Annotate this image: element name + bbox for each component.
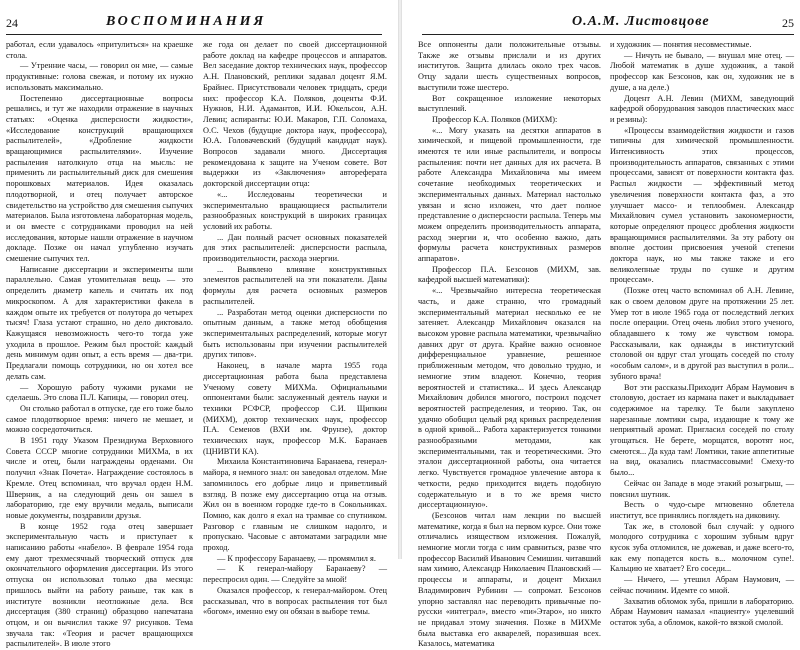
paragraph: же года он делает по своей диссертационной работе доклад на кафедре процессов и аппаратов. Вел заседание доктор технических наук, профессор А.Н. Плановский, реплики задавал доцент Я.М. Брайнес. Присутствовали человек тридцать, среди них: профессор К.А. Поляков, доценты Ф.И. Нужнов, Н.И. Адамантов, И.И. Юкельсон, А.Н. Левин; аспиранты: Ю.И. Макаров, Г.П. Соломаха, О.С. Чехов (будущие доктора наук, профессора), Ю.А. Головачевский (будущий кандидат наук). Вопросов задавали много. Диссертация рекомендована к защите на Ученом совете. Вот выдержки из «Заключения» автореферата докторской диссертации отца: xyxy=(203,40,387,189)
paragraph: Постепенно диссертационные вопросы решались, и тут же находили отражение в научных статьях: «Оценка дисперсности жидкости», «Исследование конструкций вращающихся распылителей», «Дробление жидкости вращающимися распылителями». Изучение распыления натолкнуло отца на мысль: не применить ли распылительный диск для смешения порошковых материалов. Идея оказалась плодотворной, и отец получает авторское свидетельство на устройство для смешения сыпучих материалов. Была изготовлена лабораторная модель, и он вместе с сотрудниками проводил на ней исследования, которые нашли отражение в научном докладе. Позже он начал углубленно изучать смешение сыпучих тел. xyxy=(6,93,193,264)
paragraph: «Процессы взаимодействия жидкости и газов типичны для химической промышленности. Интенсивность этих процессов, производительность аппаратов, связанных с этими процессами, зависят от поверхности контакта фаз. Распыл жидкости — эффективный метод увеличения поверхности контакта фаз, а это улучшает массо- и теплообмен. Александр Михайлович сумел установить закономерности, которые определяют процесс дробления жидкости вращающимися распылителями. За эту работу он вполне достоин присвоения ученой степени доктора наук, но мы также также и его великолепные труды по сушке и другим процессам». xyxy=(610,125,794,285)
left-page-header xyxy=(6,14,382,34)
paragraph: ... Дан полный расчет основных показателей для этих распылителей: дисперсности распыла, производительности, расхода энергии. xyxy=(203,232,387,264)
paragraph: Вот сокращенное изложение некоторых выступлений. xyxy=(418,93,601,114)
running-head-left: ВОСПОМИНАНИЯ xyxy=(106,14,267,29)
paragraph: Оказался профессор, к генерал-майором. Отец рассказывал, что в вопросах распыления тот был «богом», именно ему он обязан в выборе темы. xyxy=(203,585,387,617)
paragraph: Он столько работал в отпуске, где его тоже было самое плодотворное время: ничего не мешает, и можно сосредоточиться. xyxy=(6,403,193,435)
paragraph: — Хорошую работу чужими руками не сделаешь. Это слова П.Л. Капицы, — говорил отец. xyxy=(6,382,193,403)
page-number-right: 25 xyxy=(782,16,794,30)
right-column-2 xyxy=(610,40,794,627)
paragraph: — Утренние часы, — говорил он мне, — самые продуктивные: голова свежая, и потому их нужно использовать максимально. xyxy=(6,61,193,92)
paragraph: Наконец, в начале марта 1955 года диссертационная работа была представлена Ученому совету МИХМа. Официальными оппонентами были: заслуженный деятель науки и техники РСФСР, профессор С.И. Щипкин (МИХМ), доктор технических наук, профессор П.А. Семенов (ВХИ им. Фрунзе), доктор технических наук, профессор М.К. Баранаев (ЦНИВТИ КА). xyxy=(203,361,387,456)
paragraph: Сейчас он Западе в моде этакий розыгрыш, — пояснил шутник. xyxy=(610,478,794,499)
right-page xyxy=(400,0,800,649)
paragraph: — К профессору Баранаеву, — промямлил я. xyxy=(217,553,376,563)
right-page-header xyxy=(422,14,794,34)
paragraph: В 1951 году Указом Президиума Верховного Совета СССР многие сотрудники МИХМа, в их числе и отец, были награждены орденами. Он получил «Знак Почета». Награждение состоялось в Кремле. Отец вспоминал, что вручал орден Н.М. Шверник, а на следующий день он зашел в лабораторию, где ему вручили медаль, выписали новые документы, поздравили друзья. xyxy=(6,436,193,520)
paragraph: Вот эти рассказы.Приходит Абрам Наумович в столовую, достает из кармана пакет и выкладывает содержимое на тарелку. Те были закуплено нарезанные ломтики сыра, издающие к тому же неприятный аромат. Пригласил соседей по столу угощаться. Не берете, морщатся, воротят нос, смеются... Да куда там! Ломтики, такие аппетитные на вид, оказались пластмассовыми! Смеху-то было... xyxy=(610,382,794,478)
right-column-1 xyxy=(418,40,601,649)
paragraph: — К генерал-майору Баранаеву? — переспросил один. — Следуйте за мной! xyxy=(203,564,387,585)
paragraph: Профессор П.А. Безсонов (МИХМ, зав. кафедрой высшей математики): xyxy=(418,264,601,285)
running-head-right: О.А.М. Листовцове xyxy=(572,14,710,29)
paragraph: (Позже отец часто вспоминал об А.Н. Левине, как о своем деловом друге на протяжении 25 лет. Умер тот в июле 1965 года от последствий легких после операции. Отец очень любил этого ученого, обладавшего к тому же чувством юмора. Рассказывали, как однажды в институтский столовой он вдруг стал угощать соседей по столу «особым салом», и в другой раз выступил в роли... зубного врача! xyxy=(610,286,794,381)
paragraph: (Безсонов читал нам лекции по высшей математике, когда я был на первом курсе. Они тоже отличались изяществом изложения. Пожалуй, немногие могли тогда с ним сравниться, разве что профессор Василий Иванович Семишин. читавший нам химию, Александр Николаевич Плановский — процессы и аппараты, и доцент Михаил Владимирович Рубинин — сопромат. Безсонов упорно заставлял нас переводить привычные по-русски «интеграл», вместо «пи»Этаро», но никто не придавал этому значения. Позже в МИХМе была выставка его акварелей, поразившая всех. Казалось, математика xyxy=(418,510,601,649)
paragraph: Весть о чудо-сыре мгновенно облетела институт, все принялись поглядеть на диковину. xyxy=(610,500,794,520)
paragraph: Профессор К.А. Поляков (МИХМ): xyxy=(432,114,558,124)
paragraph: ... Выявлено влияние конструктивных элементов распылителей на эти показатели. Даны формулы для расчета основных размеров распылителей. xyxy=(203,264,387,306)
paragraph: Написание диссертации и эксперименты шли параллельно. Самая утомительная вещь — это определить диаметр капель и считать их под микроскопом. А для характеристики факела в каждом опыте их требуется от полутора до четырех тысяч! Глаза устают страшно, но дело диктовало. Кажущаяся невозможность чего-то тогда уже уходила в прошлое. Режим был простой: каждый день минимум один опыт, а есть время — два-три. Предлагали помощь сотрудники, но он хотел все делать сам. xyxy=(6,264,193,381)
header-rule-left xyxy=(6,34,382,35)
paragraph: и художник — понятия несовместимые. xyxy=(610,40,752,49)
left-column-2 xyxy=(203,40,387,617)
paragraph: «... Исследованы теоретически и экспериментально вращающиеся распылители разнообразных конструкций в широких границах условий их работы. xyxy=(203,189,387,231)
paragraph: — Ничуть не бывало, — внушал мне отец. — Любой математик в душе художник, а такой профессор как Безсонов, как он, художник не в душе, а на деле.) xyxy=(610,50,794,92)
paragraph: В конце 1952 года отец завершает экспериментальную часть и приступает к написанию работы «набело». В феврале 1954 года ему дают трехмесячный творческий отпуск для окончательного оформления диссертации. Из этого отпуска он использовал только два месяца: пришлось выйти на работу раньше, так как в институте возникли неотложные дела. Вся диссертация (380 страниц) образцово напечатана отцом, и он вычислил также 97 рисунков. Тема звучала так: «Теория и расчет вращающихся распылителей». В июле этого xyxy=(6,521,193,649)
paragraph: Доцент А.Н. Левин (МИХМ, заведующий кафедрой оборудования заводов пластических масс и резины): xyxy=(610,93,794,124)
header-rule-right xyxy=(422,34,794,35)
page-number-left: 24 xyxy=(6,16,18,30)
paragraph: Захватив обломок зуба, пришли в лабораторию. Абрам Наумович намазал «пациенту» уцелевший остаток зуба, а обломок, какой-то вязкой смолой. xyxy=(610,596,794,627)
left-column-1 xyxy=(6,40,193,649)
left-page xyxy=(0,0,400,649)
paragraph: работал, если удавалось «притулиться» на краешке стола. xyxy=(6,40,193,60)
paragraph: «... Чрезвычайно интересна теоретическая часть, и даже странно, что громадный экспериментальный материал несколько ее не затеняет. Александр Михайлович оказался на высоком уровне распыла математики, чрезвычайно давних друг от друга. Крайне важно основное дифференциальное уравнение, решенное приближенным методом, что довольно трудно, и немногие этим владеют. Конечно, теория вероятностей и статистика... И здесь Александр Михайлович добился многого, построил подсчет вероятностей распределения, и теорию. Так, он удачно обобщил целый ряд кривых распределения в одной кривой... Работа характеризуется тонкими разнообразными методами, как экспериментальными, так и теоретическими. Это эталон диссертационной работы, она читается легко. Чувствуется громадное увлечение автора к четкости, редко приходится видеть подобную содержательную и в то же время чисто диссертационную». xyxy=(418,286,601,510)
paragraph: — Ничего, — утешил Абрам Наумович, — сейчас починим. Идемте со мной. xyxy=(610,575,794,595)
paragraph: Так же, в столовой был случай: у одного молодого сотрудника с хорошим зубным вдруг кусок зуба отломился, не дожевав, и даже всего-то, как ему попадется кость в... молочном супе!. Кальцию не хватает? Его соседи... xyxy=(610,521,794,574)
paragraph: Все оппоненты дали положительные отзывы. Также же отзывы прислали и из других институтов. Защита длилась около трех часов. Отцу задали шесть существенных вопросов, выступили тоже шестеро. xyxy=(418,40,601,92)
paragraph: ... Разработан метод оценки дисперсности по опытным данным, а также метод обобщения экспериментальных распределений, которые могут быть использованы при изучении распылителей других типов». xyxy=(203,307,387,360)
paragraph: Михаила Константиновича Баранаева, генерал-майора, я немного знал: он заведовал отделом. Мне запомнилось его добрые лицо и приветливый взгляд. В позже ему диссертацию отца на отзыв. Жил он в военном городке где-то в Сокольниках. Помню, как долго я ехал на трамвае со спутником. Разговор с главным не слишком надолго, и пропускаю. Часовые с автоматами заградили мне проход. xyxy=(203,457,387,553)
paragraph: «... Могу указать на десятки аппаратов в химической, и пищевой промышленности, где имеются те или иные распылители, и вопросы распыления: почти нет данных для их расчета. В работе Александра Михайловича мы имеем сочетание необходимых теоретических и экспериментальных данных. Материал настолько увязан и ясно изложен, что дает полное представление о дисперсности распыла. Теперь мы можем определить производительность аппарата, расход энергии и, что особенно важно, дать формулы расчета конструктивных размеров аппаратов». xyxy=(418,125,601,264)
